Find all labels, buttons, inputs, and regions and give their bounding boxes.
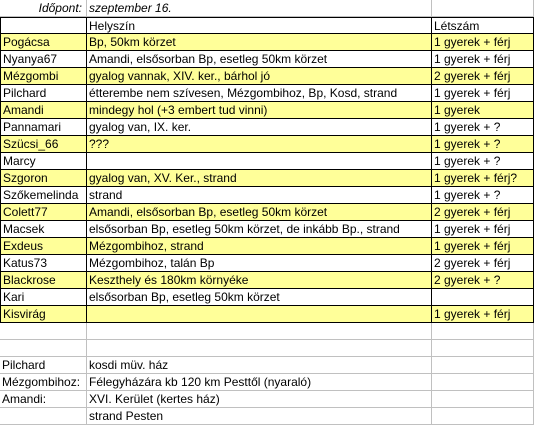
cell-location[interactable]: Mézgombihoz, strand xyxy=(87,238,432,255)
note-text[interactable]: Félegyházára kb 120 km Pesttől (nyaraló) xyxy=(87,374,432,391)
cell-name[interactable]: Marcy xyxy=(0,153,87,170)
cell-count[interactable]: 1 gyerek + férj? xyxy=(432,170,534,187)
cell-location[interactable]: Amandi, elsősorban Bp, esetleg 50km körzet xyxy=(87,204,432,221)
note-text[interactable]: XVI. Kerület (kertes ház) xyxy=(87,391,432,408)
cell-name[interactable]: Macsek xyxy=(0,221,87,238)
note-text[interactable]: kosdi müv. ház xyxy=(87,357,432,374)
header-count[interactable]: Létszám xyxy=(432,17,534,34)
date-label[interactable]: Időpont: xyxy=(0,0,87,17)
cell-name[interactable]: Nyanya67 xyxy=(0,51,87,68)
cell-count[interactable]: 1 gyerek + ? xyxy=(432,136,534,153)
cell-count[interactable]: 1 gyerek + férj xyxy=(432,306,534,323)
cell-location[interactable]: gyalog vannak, XIV. ker., bárhol jó xyxy=(87,68,432,85)
note-name[interactable]: Mézgombihoz: xyxy=(0,374,87,391)
empty-cell[interactable] xyxy=(0,323,87,340)
cell-count[interactable]: 1 gyerek xyxy=(432,102,534,119)
cell-count[interactable]: 1 gyerek + ? xyxy=(432,119,534,136)
cell-location[interactable]: elsősorban Bp, esetleg 50km körzet, de inkább Bp., strand xyxy=(87,221,432,238)
cell-name[interactable]: Colett77 xyxy=(0,204,87,221)
cell-name[interactable]: Pilchard xyxy=(0,85,87,102)
cell-location[interactable]: Bp, 50km körzet xyxy=(87,34,432,51)
note-text[interactable]: strand Pesten xyxy=(87,408,432,425)
cell-name[interactable]: Pogácsa xyxy=(0,34,87,51)
empty-cell[interactable] xyxy=(87,323,432,340)
note-name[interactable]: Amandi: xyxy=(0,391,87,408)
note-name[interactable] xyxy=(0,408,87,425)
cell-location[interactable]: strand xyxy=(87,187,432,204)
table-row xyxy=(0,306,534,323)
cell-count[interactable]: 2 gyerek + férj xyxy=(432,204,534,221)
cell-count[interactable]: 1 gyerek + ? xyxy=(432,187,534,204)
cell-name[interactable]: Szőkemelinda xyxy=(0,187,87,204)
cell-name[interactable]: Amandi xyxy=(0,102,87,119)
table-row xyxy=(0,136,534,153)
cell-count[interactable]: 1 gyerek + ? xyxy=(432,153,534,170)
note-row xyxy=(0,408,534,425)
cell-count[interactable]: 2 gyerek + férj xyxy=(432,255,534,272)
note-row xyxy=(0,374,534,391)
table-row xyxy=(0,238,534,255)
cell-location[interactable]: gyalog van, XV. Ker., strand xyxy=(87,170,432,187)
cell-name[interactable]: Exdeus xyxy=(0,238,87,255)
cell-name[interactable]: Katus73 xyxy=(0,255,87,272)
cell-location[interactable]: mindegy hol (+3 embert tud vinni) xyxy=(87,102,432,119)
table-row xyxy=(0,51,534,68)
cell-count[interactable] xyxy=(432,289,534,306)
table-row xyxy=(0,170,534,187)
date-value[interactable]: szeptember 16. xyxy=(87,0,432,17)
table-row xyxy=(0,102,534,119)
empty-cell[interactable] xyxy=(0,340,87,357)
cell-name[interactable]: Pannamari xyxy=(0,119,87,136)
table-row xyxy=(0,68,534,85)
cell-count[interactable]: 2 gyerek + férj xyxy=(432,68,534,85)
empty-cell[interactable] xyxy=(87,340,432,357)
cell-count[interactable]: 1 gyerek + férj xyxy=(432,51,534,68)
header-location[interactable]: Helyszín xyxy=(87,17,432,34)
cell-location[interactable]: ??? xyxy=(87,136,432,153)
empty-row xyxy=(0,323,534,340)
cell-location[interactable] xyxy=(87,153,432,170)
header-row xyxy=(0,17,534,34)
empty-row xyxy=(0,340,534,357)
empty-cell[interactable] xyxy=(432,408,534,425)
cell-location[interactable]: étterembe nem szívesen, Mézgombihoz, Bp, Kosd, strand xyxy=(87,85,432,102)
cell-location[interactable] xyxy=(87,306,432,323)
cell-name[interactable]: Kisvirág xyxy=(0,306,87,323)
cell-location[interactable]: Keszthely és 180km környéke xyxy=(87,272,432,289)
note-row xyxy=(0,391,534,408)
empty-cell[interactable] xyxy=(432,357,534,374)
table-row xyxy=(0,255,534,272)
table-row xyxy=(0,187,534,204)
empty-cell[interactable] xyxy=(432,391,534,408)
cell-location[interactable]: Amandi, elsősorban Bp, esetleg 50km körzet xyxy=(87,51,432,68)
date-row xyxy=(0,0,534,17)
cell-count[interactable]: 1 gyerek + férj xyxy=(432,34,534,51)
empty-cell[interactable] xyxy=(432,374,534,391)
table-row xyxy=(0,119,534,136)
cell-location[interactable]: elsősorban Bp, esetleg 50km körzet xyxy=(87,289,432,306)
table-row xyxy=(0,272,534,289)
cell-count[interactable]: 1 gyerek + férj xyxy=(432,85,534,102)
cell-count[interactable]: 1 gyerek + férj xyxy=(432,221,534,238)
cell-name[interactable]: Kari xyxy=(0,289,87,306)
note-name[interactable]: Pilchard xyxy=(0,357,87,374)
cell-name[interactable]: Szgoron xyxy=(0,170,87,187)
table-row xyxy=(0,204,534,221)
cell-count[interactable]: 1 gyerek + férj xyxy=(432,238,534,255)
table-row xyxy=(0,85,534,102)
table-row xyxy=(0,34,534,51)
table-row xyxy=(0,289,534,306)
table-row xyxy=(0,153,534,170)
cell-location[interactable]: gyalog van, IX. ker. xyxy=(87,119,432,136)
cell-name[interactable]: Mézgombi xyxy=(0,68,87,85)
empty-cell[interactable] xyxy=(432,0,534,17)
cell-count[interactable]: 2 gyerek + ? xyxy=(432,272,534,289)
note-row xyxy=(0,357,534,374)
table-row xyxy=(0,221,534,238)
cell-name[interactable]: Szücsi_66 xyxy=(0,136,87,153)
empty-cell[interactable] xyxy=(432,323,534,340)
cell-name[interactable]: Blackrose xyxy=(0,272,87,289)
empty-cell[interactable] xyxy=(432,340,534,357)
header-name[interactable] xyxy=(0,17,87,34)
cell-location[interactable]: Mézgombihoz, talán Bp xyxy=(87,255,432,272)
